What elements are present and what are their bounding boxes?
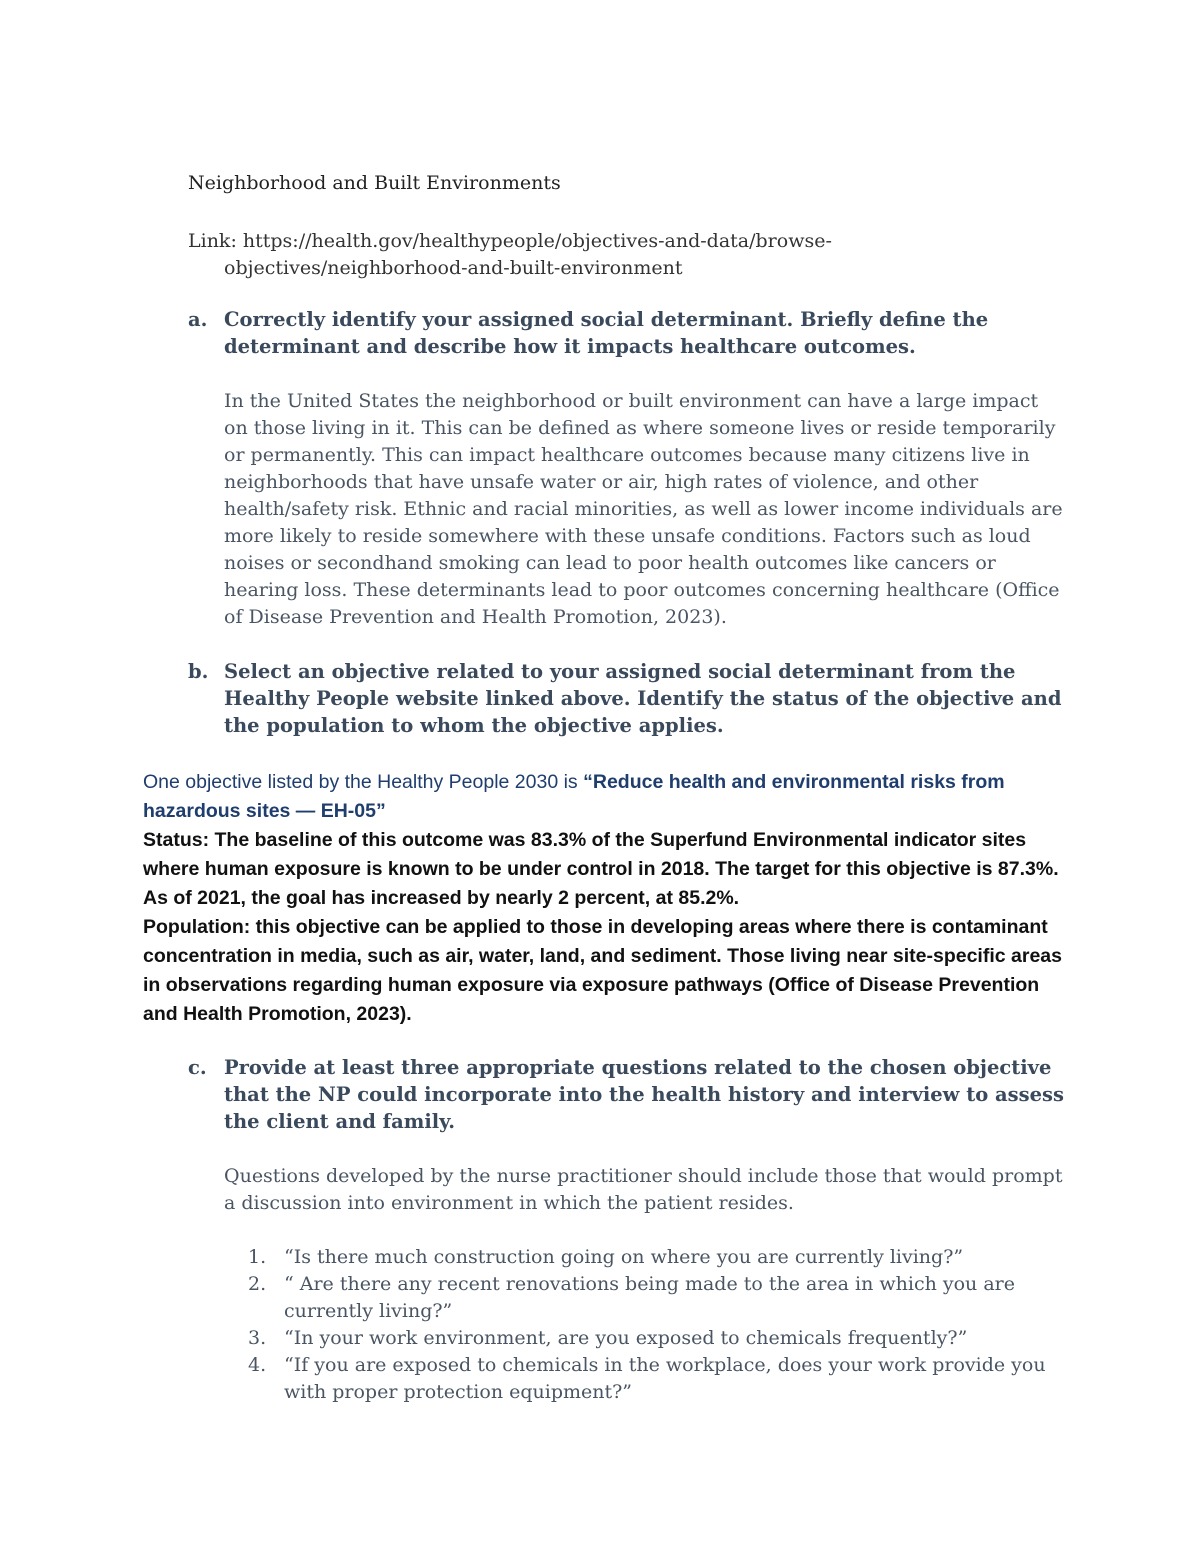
list-item-number: 4. [248,1354,267,1376]
section-b-answer [143,768,1063,1029]
list-item-number: 2. [248,1273,267,1295]
objective-quote: “Reduce health and environmental risks from hazardous sites — EH-05” [143,771,1005,822]
list-item [248,1352,1048,1406]
questions-list [248,1244,1048,1406]
list-item-number: 3. [248,1327,267,1349]
objective-status: Status: The baseline of this outcome was 83.3% of the Superfund Environmental indicator sites where human exposure is known to be under control in 2018. The target for this objective is 87.3%. As of 2021, the goal has increased by nearly 2 percent, at 85.2%. [143,829,1059,909]
section-a-label: a. [188,308,208,331]
section-a-heading-text: Correctly identify your assigned social determinant. Briefly define the determinant and describe how it impacts healthcare outcomes. [224,308,989,358]
list-item [248,1325,1048,1352]
link-block [188,228,868,282]
list-item-text: “ Are there any recent renovations being made to the area in which you are currently living?” [284,1273,1015,1322]
section-b-heading-text: Select an objective related to your assigned social determinant from the Healthy People website linked above. Identify the status of the objective and the population to whom the objective applies. [224,660,1062,737]
section-c-heading-text: Provide at least three appropriate questions related to the chosen objective that the NP could incorporate into the health history and interview to assess the client and family. [224,1056,1064,1133]
list-item [248,1271,1048,1325]
list-item [248,1244,1048,1271]
section-c-label: c. [188,1056,207,1079]
list-item-text: “Is there much construction going on where you are currently living?” [284,1246,964,1268]
objective-population: Population: this objective can be applied to those in developing areas where there is contaminant concentration in media, such as air, water, land, and sediment. Those living near site-specific areas in observations regarding human exposure via exposure pathways (Office of Disease Prevention and Health Promotion, 2023). [143,916,1062,1025]
section-b-heading [188,658,1068,739]
link-url-line1[interactable]: https://health.gov/healthypeople/objectives-and-data/browse- [242,230,832,252]
list-item-number: 1. [248,1246,267,1268]
section-a-heading [188,306,1068,360]
objective-paragraph [143,768,1063,826]
section-b-label: b. [188,660,209,683]
section-c-heading [188,1054,1068,1135]
objective-intro: One objective listed by the Healthy People 2030 is [143,771,584,793]
list-item-text: “If you are exposed to chemicals in the workplace, does your work provide you with proper protection equipment?” [284,1354,1046,1403]
link-label: Link: [188,230,243,252]
link-url-line2[interactable]: objectives/neighborhood-and-built-environment [224,257,683,279]
section-a-answer: In the United States the neighborhood or built environment can have a large impact on those living in it. This can be defined as where someone lives or reside temporarily or permanently. This can impact healthcare outcomes because many citizens live in neighborhoods that have unsafe water or air, high rates of violence, and other health/safety risk. Ethnic and racial minorities, as well as lower income individuals are more likely to reside somewhere with these unsafe conditions. Factors such as loud noises or secondhand smoking can lead to poor health outcomes like cancers or hearing loss. These determinants lead to poor outcomes concerning healthcare (Office of Disease Prevention and Health Promotion, 2023). [224,390,1063,628]
document-title: Neighborhood and Built Environments [188,172,561,194]
section-c-answer: Questions developed by the nurse practitioner should include those that would prompt a discussion into environment in which the patient resides. [224,1165,1063,1214]
list-item-text: “In your work environment, are you exposed to chemicals frequently?” [284,1327,968,1349]
